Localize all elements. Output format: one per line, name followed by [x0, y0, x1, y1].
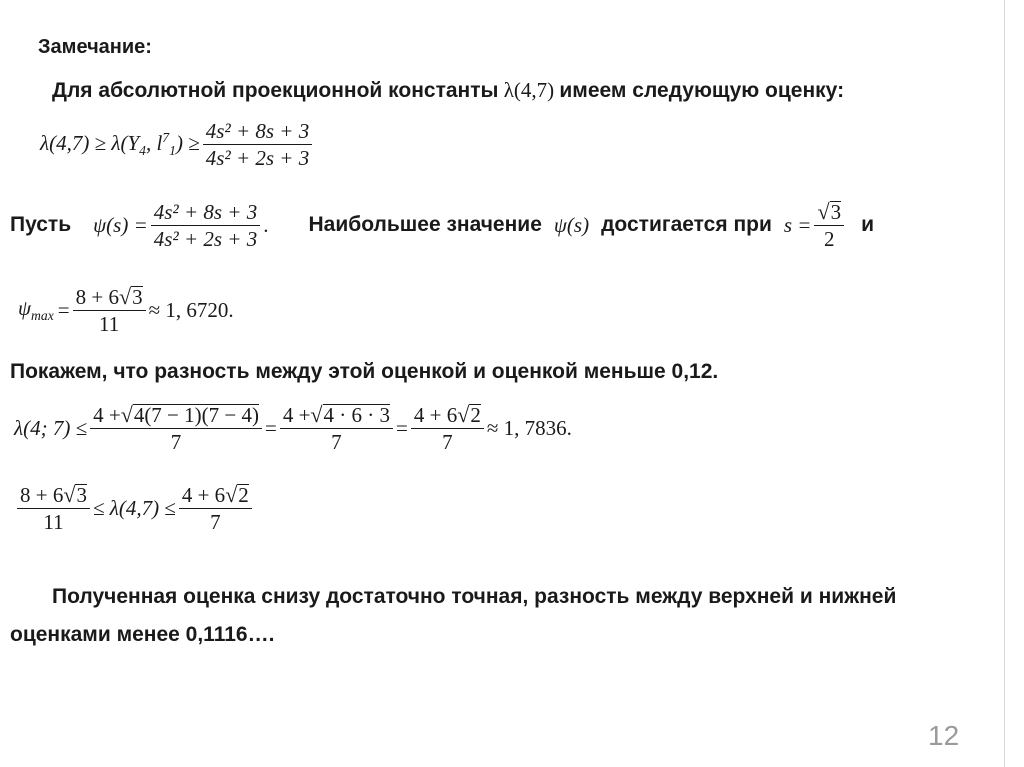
conclusion-line-1: Полученная оценка снизу достаточно точная, разность между верхней и нижней [52, 585, 897, 608]
p2-mid: Наибольшее значение [308, 213, 542, 237]
p2-denominator: 4s² + 2s + 3 [153, 226, 258, 251]
f2-lhs: $\psi_{max}$ [18, 296, 54, 324]
f1-numerator: 4s² + 8s + 3 [203, 120, 312, 145]
remark-heading: Замечание: [38, 36, 152, 58]
f4-left-rad: 3 [76, 483, 87, 507]
difference-statement: Покажем, что разность между этой оценкой и оценкой меньше 0,12. [10, 360, 719, 383]
slide-right-border [1004, 0, 1005, 767]
f4-left-fraction: $\frac{8 + 6√3}{11}$ [17, 483, 90, 533]
page-number: 12 [928, 720, 960, 751]
intro-paragraph [52, 78, 844, 103]
f3-eq-1: = [264, 415, 277, 440]
f2-denominator: 11 [98, 312, 120, 337]
f4-right-den: 7 [210, 510, 221, 535]
intro-suffix: имеем следующую оценку: [559, 79, 845, 102]
f4-left-den: 11 [43, 510, 64, 535]
conclusion-line-2: оценками менее 0,1116…. [10, 623, 275, 646]
p2-numerator: 4s² + 8s + 3 [151, 201, 260, 226]
f4-right-rad: 2 [238, 483, 249, 507]
f2-approx: ≈ 1, 6720. [148, 297, 234, 322]
p2-fraction [151, 201, 260, 250]
p2-psi-def: ψ(s) = [93, 212, 148, 237]
p2-label: Пусть [10, 213, 72, 237]
p2-s-radicand: 3 [830, 200, 842, 224]
f1-lhs: $\lambda(4,7) \ge \lambda(Y_4$, $l^7_1$) ≥ [40, 129, 200, 159]
formula-lambda-upper [14, 403, 572, 453]
p2-s-fraction: $\frac{√3}{2}$ [814, 200, 844, 250]
f3-eq-2: = [396, 415, 408, 440]
f3-rad-1: 4(7 − 1)(7 − 4) [133, 403, 259, 427]
f1-denominator: 4s² + 2s + 3 [205, 146, 310, 171]
formula-psi-max [18, 285, 234, 335]
intro-prefix: Для абсолютной проекционной константы [52, 79, 499, 102]
p2-period: . [263, 212, 269, 237]
f2-num-a: 8 + 6 [75, 285, 119, 309]
f3-fraction-1: $\frac{4 +√4(7 - 1)(7 - 4)}{7}$ [90, 403, 262, 453]
f2-fraction: $\frac{8 + 6√3}{11}$ [73, 285, 146, 335]
f2-eq: = [57, 297, 70, 322]
f3-lhs: λ(4; 7) ≤ [14, 415, 88, 440]
f4-right-fraction: $\frac{4 + 6√2}{7}$ [179, 483, 252, 533]
f3-den-3: 7 [442, 430, 453, 455]
p2-and: и [861, 213, 874, 237]
f3-rad-2: 4 · 6 · 3 [323, 403, 391, 427]
f3-den-2: 7 [331, 430, 342, 455]
p2-s-denominator: 2 [824, 227, 835, 252]
p2-psi: ψ(s) [553, 212, 590, 237]
p2-mid2: достигается при [601, 213, 772, 237]
formula-two-sided-bound [14, 483, 255, 533]
formula-lambda-bound [40, 120, 315, 169]
intro-lambda: λ(4,7) [503, 78, 555, 102]
f4-mid: ≤ λ(4,7) ≤ [92, 495, 176, 520]
f3-fraction-3: $\frac{4 + 6√2}{7}$ [411, 403, 484, 453]
f3-fraction-2: $\frac{4 +√4 \cdot 6 \cdot 3}{7}$ [280, 403, 393, 453]
psi-definition-line [10, 200, 874, 250]
f2-num-rad: 3 [132, 285, 143, 309]
f3-den-1: 7 [170, 430, 182, 455]
f1-fraction [203, 120, 312, 169]
f3-rad-3: 2 [470, 403, 481, 427]
p2-s-eq: s = [783, 212, 812, 237]
f3-approx: ≈ 1, 7836. [486, 415, 572, 440]
